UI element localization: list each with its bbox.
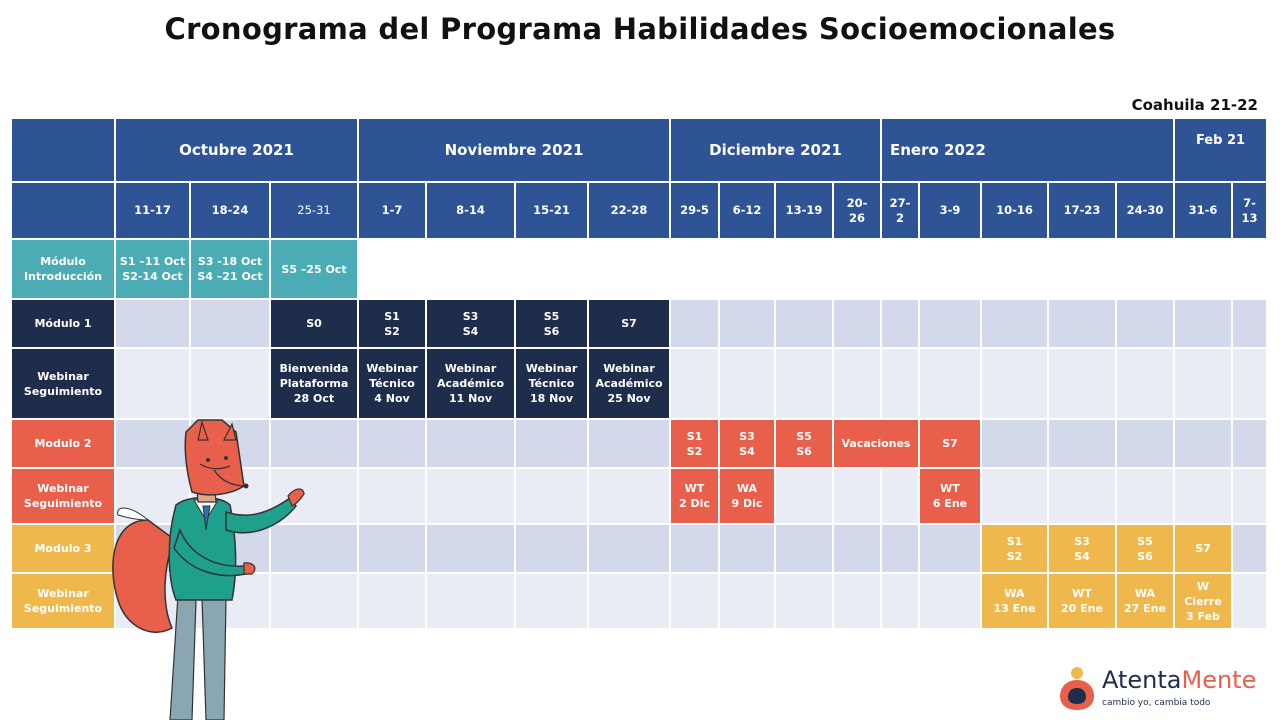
empty-cell (671, 525, 720, 574)
empty-cell (589, 240, 671, 300)
empty-cell (834, 300, 882, 349)
empty-cell (191, 349, 271, 420)
empty-cell (116, 574, 191, 630)
empty-cell (671, 240, 720, 300)
empty-cell (359, 525, 427, 574)
empty-cell (516, 240, 589, 300)
empty-cell (271, 574, 359, 630)
empty-cell (720, 349, 776, 420)
empty-cell (720, 240, 776, 300)
empty-cell (427, 469, 516, 525)
empty-cell (359, 420, 427, 469)
empty-cell (1117, 469, 1175, 525)
week-header: 18-24 (191, 183, 271, 240)
empty-cell (834, 574, 882, 630)
empty-cell (427, 525, 516, 574)
row-label: Webinar Seguimiento (12, 574, 116, 630)
row-label: Webinar Seguimiento (12, 349, 116, 420)
empty-cell (427, 574, 516, 630)
empty-cell (882, 574, 920, 630)
empty-cell (191, 420, 271, 469)
empty-cell (882, 349, 920, 420)
empty-cell (982, 349, 1049, 420)
logo-word-mente: Mente (1181, 666, 1257, 694)
empty-cell (1233, 349, 1268, 420)
empty-cell (589, 469, 671, 525)
schedule-cell: S7 (589, 300, 671, 349)
empty-cell (882, 300, 920, 349)
schedule-cell: S5 S6 (776, 420, 834, 469)
empty-cell (882, 469, 920, 525)
empty-cell (920, 300, 982, 349)
empty-cell (1049, 240, 1117, 300)
empty-cell (1233, 574, 1268, 630)
month-header: Noviembre 2021 (359, 119, 671, 183)
empty-cell (920, 349, 982, 420)
empty-cell (776, 300, 834, 349)
empty-cell (982, 420, 1049, 469)
week-header: 6-12 (720, 183, 776, 240)
week-header: 22-28 (589, 183, 671, 240)
empty-cell (191, 525, 271, 574)
empty-cell (834, 349, 882, 420)
empty-cell (116, 349, 191, 420)
empty-cell (982, 300, 1049, 349)
empty-cell (271, 469, 359, 525)
schedule-cell: S3 -18 Oct S4 –21 Oct (191, 240, 271, 300)
schedule-cell: S5 S6 (516, 300, 589, 349)
header-corner-weeks (12, 183, 116, 240)
week-header: 25-31 (271, 183, 359, 240)
empty-cell (1117, 300, 1175, 349)
logo-icon (1058, 664, 1096, 712)
empty-cell (776, 525, 834, 574)
schedule-cell: Webinar Técnico 4 Nov (359, 349, 427, 420)
schedule-cell: W Cierre 3 Feb (1175, 574, 1233, 630)
row-label: Módulo Introducción (12, 240, 116, 300)
week-header: 31-6 (1175, 183, 1233, 240)
atentamente-logo (1058, 664, 1273, 716)
schedule-cell: S7 (920, 420, 982, 469)
empty-cell (1117, 349, 1175, 420)
row-label: Webinar Seguimiento (12, 469, 116, 525)
empty-cell (671, 300, 720, 349)
empty-cell (589, 420, 671, 469)
schedule-cell: WA 9 Dic (720, 469, 776, 525)
schedule-cell: Vacaciones (834, 420, 920, 469)
empty-cell (720, 525, 776, 574)
week-header: 20- 26 (834, 183, 882, 240)
empty-cell (116, 420, 191, 469)
logo-wordmark (1102, 666, 1256, 694)
month-header: Octubre 2021 (116, 119, 359, 183)
week-header: 24-30 (1117, 183, 1175, 240)
empty-cell (1233, 240, 1268, 300)
schedule-cell: Webinar Académico 11 Nov (427, 349, 516, 420)
week-header: 1-7 (359, 183, 427, 240)
empty-cell (834, 240, 882, 300)
empty-cell (359, 574, 427, 630)
empty-cell (359, 469, 427, 525)
empty-cell (516, 525, 589, 574)
empty-cell (116, 300, 191, 349)
schedule-cell: S3 S4 (1049, 525, 1117, 574)
empty-cell (882, 240, 920, 300)
schedule-cell: WA 27 Ene (1117, 574, 1175, 630)
page-title: Cronograma del Programa Habilidades Socioemocionales (164, 12, 1116, 46)
empty-cell (516, 574, 589, 630)
empty-cell (1049, 420, 1117, 469)
week-header: 10-16 (982, 183, 1049, 240)
week-header: 13-19 (776, 183, 834, 240)
empty-cell (191, 469, 271, 525)
empty-cell (720, 300, 776, 349)
row-label: Módulo 1 (12, 300, 116, 349)
empty-cell (1117, 240, 1175, 300)
empty-cell (920, 525, 982, 574)
empty-cell (1175, 420, 1233, 469)
week-header: 11-17 (116, 183, 191, 240)
week-header: 15-21 (516, 183, 589, 240)
empty-cell (271, 525, 359, 574)
schedule-cell: WA 13 Ene (982, 574, 1049, 630)
empty-cell (982, 240, 1049, 300)
schedule-cell: S1 S2 (982, 525, 1049, 574)
empty-cell (1233, 469, 1268, 525)
week-header: 7- 13 (1233, 183, 1268, 240)
month-header: Feb 21 (1175, 119, 1268, 183)
schedule-cell: S7 (1175, 525, 1233, 574)
empty-cell (776, 469, 834, 525)
empty-cell (1117, 420, 1175, 469)
empty-cell (427, 240, 516, 300)
week-header: 3-9 (920, 183, 982, 240)
empty-cell (920, 240, 982, 300)
empty-cell (271, 420, 359, 469)
empty-cell (1049, 300, 1117, 349)
empty-cell (776, 574, 834, 630)
empty-cell (191, 574, 271, 630)
schedule-cell: WT 20 Ene (1049, 574, 1117, 630)
empty-cell (1175, 469, 1233, 525)
empty-cell (427, 420, 516, 469)
schedule-cell: WT 6 Ene (920, 469, 982, 525)
empty-cell (671, 349, 720, 420)
empty-cell (516, 469, 589, 525)
empty-cell (776, 349, 834, 420)
empty-cell (920, 574, 982, 630)
schedule-cell: Webinar Académico 25 Nov (589, 349, 671, 420)
schedule-cell: S1 –11 Oct S2-14 Oct (116, 240, 191, 300)
empty-cell (359, 240, 427, 300)
empty-cell (1233, 420, 1268, 469)
week-header: 17-23 (1049, 183, 1117, 240)
logo-tagline: cambio yo, cambia todo (1102, 698, 1211, 708)
logo-word-atenta: Atenta (1102, 666, 1182, 694)
empty-cell (776, 240, 834, 300)
month-header: Diciembre 2021 (671, 119, 882, 183)
schedule-cell: S0 (271, 300, 359, 349)
empty-cell (589, 574, 671, 630)
region-label: Coahuila 21-22 (1131, 96, 1258, 114)
row-label: Modulo 2 (12, 420, 116, 469)
empty-cell (1175, 349, 1233, 420)
week-header: 29-5 (671, 183, 720, 240)
week-header: 27- 2 (882, 183, 920, 240)
empty-cell (589, 525, 671, 574)
empty-cell (882, 525, 920, 574)
schedule-cell: S1 S2 (359, 300, 427, 349)
empty-cell (982, 469, 1049, 525)
header-corner (12, 119, 116, 183)
month-header: Enero 2022 (882, 119, 1175, 183)
schedule-cell: Webinar Técnico 18 Nov (516, 349, 589, 420)
empty-cell (834, 525, 882, 574)
schedule-cell: WT 2 Dic (671, 469, 720, 525)
schedule-cell: S5 –25 Oct (271, 240, 359, 300)
schedule-cell: S3 S4 (427, 300, 516, 349)
empty-cell (116, 525, 191, 574)
empty-cell (720, 574, 776, 630)
row-label: Modulo 3 (12, 525, 116, 574)
empty-cell (1233, 525, 1268, 574)
empty-cell (1175, 300, 1233, 349)
schedule-cell: S5 S6 (1117, 525, 1175, 574)
empty-cell (191, 300, 271, 349)
empty-cell (834, 469, 882, 525)
week-header: 8-14 (427, 183, 516, 240)
empty-cell (1233, 300, 1268, 349)
schedule-cell: S3 S4 (720, 420, 776, 469)
empty-cell (671, 574, 720, 630)
empty-cell (1049, 469, 1117, 525)
empty-cell (116, 469, 191, 525)
schedule-cell: Bienvenida Plataforma 28 Oct (271, 349, 359, 420)
empty-cell (1049, 349, 1117, 420)
empty-cell (1175, 240, 1233, 300)
empty-cell (516, 420, 589, 469)
schedule-cell: S1 S2 (671, 420, 720, 469)
